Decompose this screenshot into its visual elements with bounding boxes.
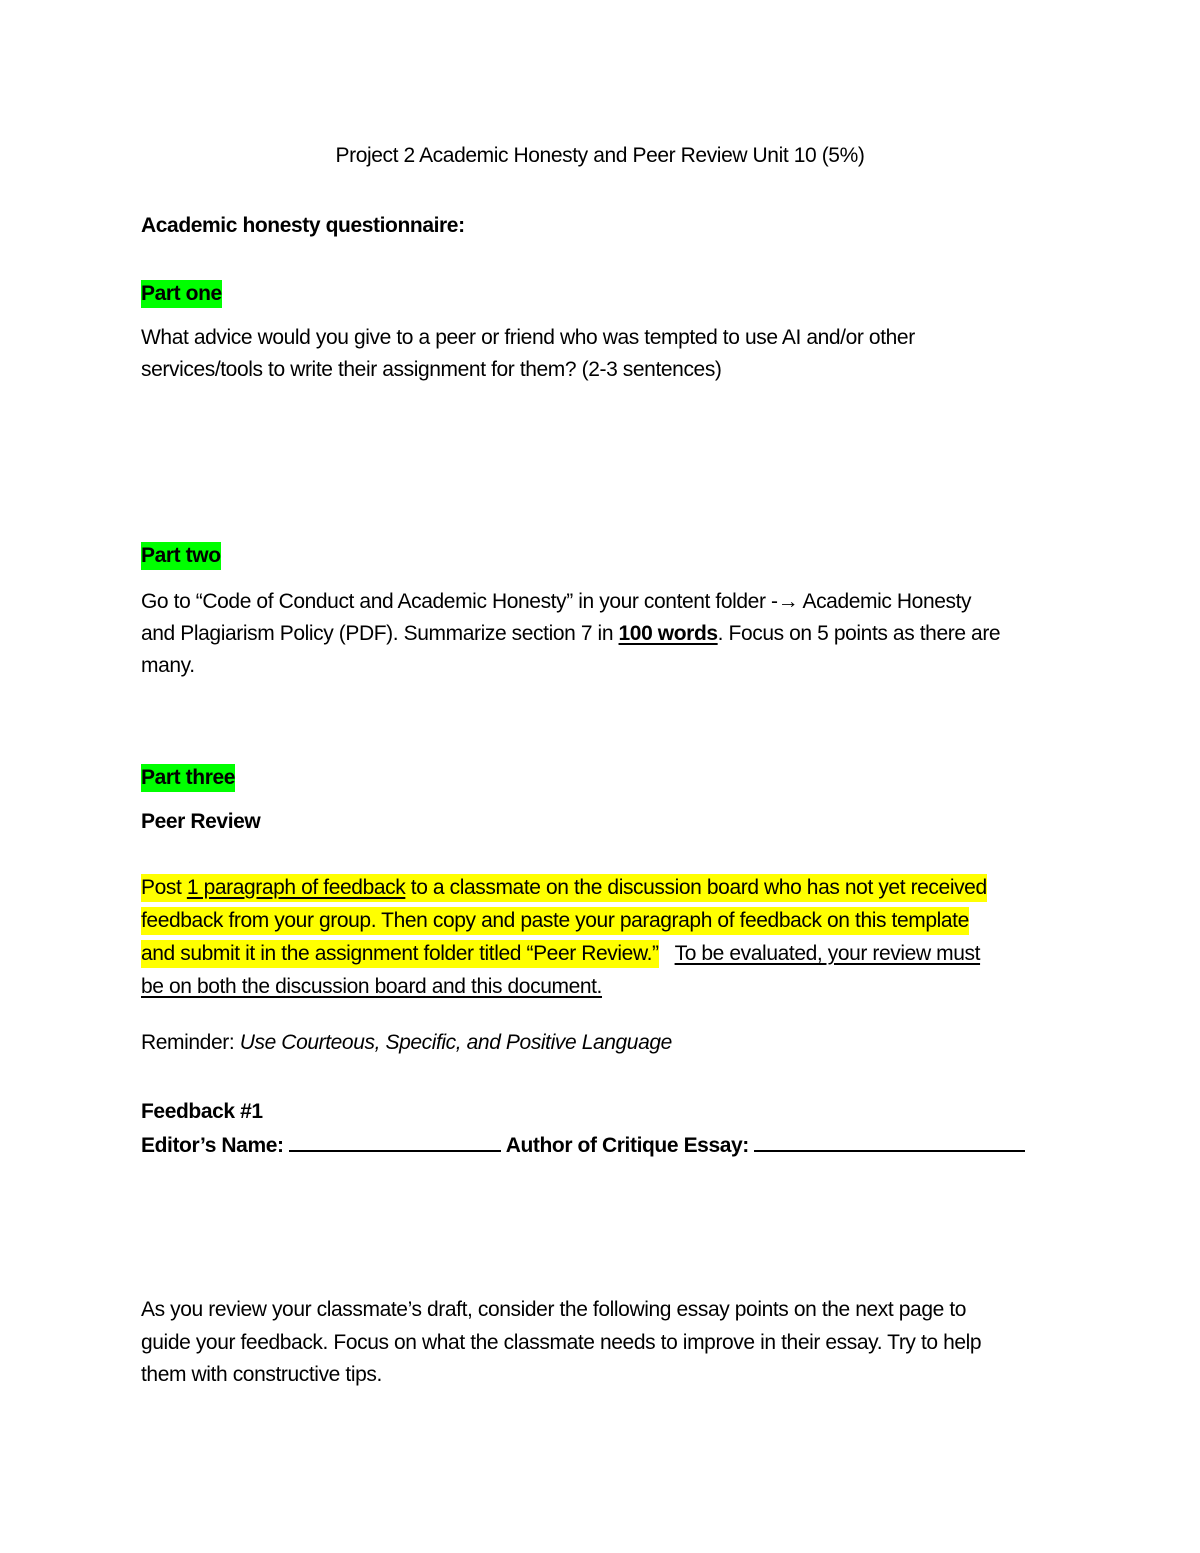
part-two-line-2-text: and Plagiarism Policy (PDF). Summarize section 7 in: [141, 622, 619, 645]
instructions-line-3: [141, 939, 980, 969]
instructions-line-1-highlight: [141, 874, 987, 902]
reminder-label: Reminder:: [141, 1031, 240, 1054]
closing-line-3: them with constructive tips.: [141, 1363, 382, 1386]
instructions-line-1-end: to a classmate on the discussion board who has not yet received: [405, 876, 987, 899]
reminder-line: [141, 1028, 672, 1058]
part-two-line-3: many.: [141, 654, 195, 677]
editor-name-blank: [289, 1130, 501, 1152]
feedback-fields-line: [141, 1130, 1025, 1161]
part-one-heading: [141, 279, 222, 309]
part-three-heading: [141, 763, 235, 793]
instructions-line-1: [141, 873, 987, 903]
author-label: Author of Critique Essay:: [501, 1134, 755, 1157]
feedback-heading: Feedback #1: [141, 1100, 263, 1123]
part-two-label: Part two: [141, 542, 221, 570]
questionnaire-heading: Academic honesty questionnaire:: [141, 214, 465, 237]
part-three-label: Part three: [141, 764, 235, 792]
right-arrow-icon: →: [777, 590, 799, 613]
part-one-question-line-2: services/tools to write their assignment for them? (2-3 sentences): [141, 358, 722, 381]
instructions-line-2: [141, 906, 969, 936]
part-two-heading: [141, 541, 221, 571]
closing-line-1: As you review your classmate’s draft, consider the following essay points on the next page to: [141, 1298, 967, 1321]
word-count-emphasis: 100 words: [618, 622, 718, 645]
paragraph-requirement: 1 paragraph of feedback: [186, 876, 406, 899]
part-one-question-line-1: What advice would you give to a peer or friend who was tempted to use AI and/or other: [141, 326, 915, 349]
evaluation-requirement-part-1: To be evaluated, your review must: [674, 942, 981, 965]
part-two-line-1: [141, 587, 971, 617]
instructions-post-text: Post: [141, 876, 187, 899]
part-two-line-1-end: Academic Honesty: [798, 590, 972, 613]
instructions-line-4: [141, 972, 602, 1002]
instructions-line-3-highlight: and submit it in the assignment folder titled “Peer Review.”: [141, 940, 659, 968]
author-name-blank: [754, 1130, 1025, 1152]
instructions-line-2-highlight: feedback from your group. Then copy and paste your paragraph of feedback on this template: [141, 907, 969, 935]
part-two-line-1-text: Go to “Code of Conduct and Academic Honesty” in your content folder -: [141, 590, 778, 613]
part-two-line-2-end: . Focus on 5 points as there are: [717, 622, 1001, 645]
part-two-line-2: [141, 619, 1000, 649]
closing-line-2: guide your feedback. Focus on what the classmate needs to improve in their essay. Try to help: [141, 1331, 982, 1354]
page-title: Project 2 Academic Honesty and Peer Review Unit 10 (5%): [335, 144, 865, 167]
evaluation-requirement-part-2: be on both the discussion board and this document.: [141, 975, 602, 998]
reminder-text: Use Courteous, Specific, and Positive Language: [239, 1031, 672, 1054]
editor-name-label: Editor’s Name:: [141, 1134, 290, 1157]
part-one-label: Part one: [141, 280, 222, 308]
peer-review-subheading: Peer Review: [141, 810, 261, 833]
